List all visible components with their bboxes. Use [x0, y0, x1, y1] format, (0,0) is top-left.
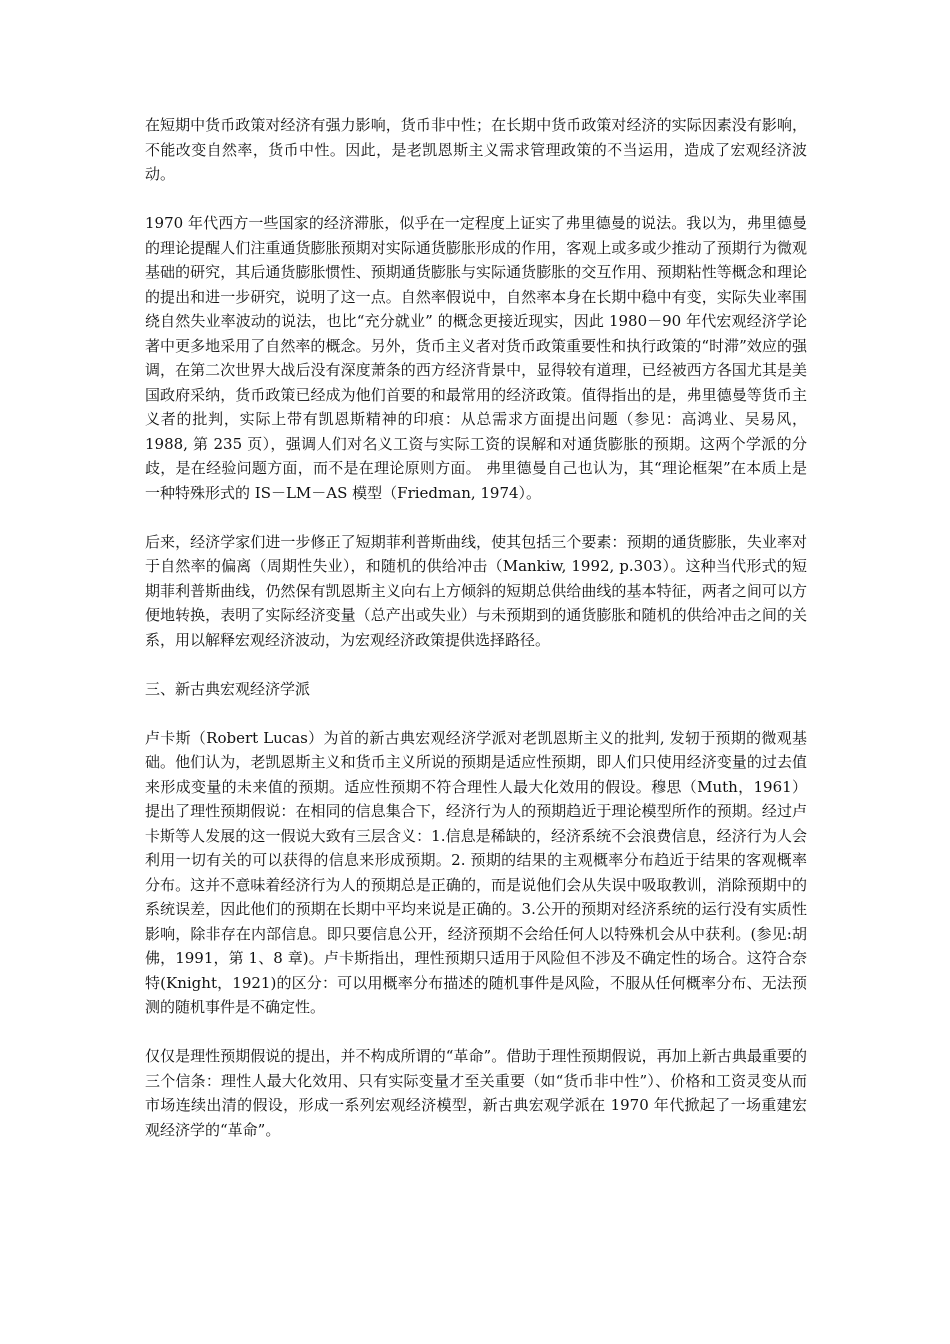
paragraph-money-neutrality: 在短期中货币政策对经济有强力影响，货币非中性；在长期中货币政策对经济的实际因素没有影响，不能改变自然率，货币中性。因此，是老凯恩斯主义需求管理政策的不当运用，造成了宏观经济波动。: [145, 116, 807, 183]
paragraph-phillips-curve: 后来，经济学家们进一步修正了短期菲利普斯曲线，使其包括三个要素：预期的通货膨胀，失业率对于自然率的偏离（周期性失业），和随机的供给冲击（Mankiw, 1992, p.303）。这种当代形式的短期菲利普斯曲线，仍然保有凯恩斯主义向右上方倾斜的短期总供给曲线的基本特征，两者之间可以方便地转换，表明了实际经济变量（总产出或失业）与未预期到的通货膨胀和随机的供给冲击之间的关系，用以解释宏观经济波动，为宏观经济政策提供选择路径。: [145, 532, 807, 649]
document-page: [145, 113, 807, 1167]
section-heading: 三、新古典宏观经济学派: [145, 679, 311, 698]
paragraph-stagflation-friedman: 1970 年代西方一些国家的经济滞胀，似乎在一定程度上证实了弗里德曼的说法。我以为，弗里德曼的理论提醒人们注重通货膨胀预期对实际通货膨胀形成的作用，客观上或多或少推动了预期行为微观基础的研究，其后通货膨胀惯性、预期通货膨胀与实际通货膨胀的交互作用、预期粘性等概念和理论的提出和进一步研究，说明了这一点。自然率假说中，自然率本身在长期中稳中有变，实际失业率围绕自然失业率波动的说法，也比“充分就业” 的概念更接近现实，因此 1980－90 年代宏观经济学论著中更多地采用了自然率的概念。另外，货币主义者对货币政策重要性和执行政策的“时滞”效应的强调，在第二次世界大战后没有深度萧条的西方经济背景中，显得较有道理，已经被西方各国尤其是美国政府采纳，货币政策已经成为他们首要的和最常用的经济政策。值得指出的是，弗里德曼等货币主义者的批判，实际上带有凯恩斯精神的印痕：从总需求方面提出问题（参见：高鸿业、吴易风，1988, 第 235 页），强调人们对名义工资与实际工资的误解和对通货膨胀的预期。这两个学派的分歧，是在经验问题方面，而不是在理论原则方面。 弗里德曼自己也认为，其“理论框架”在本质上是一种特殊形式的 IS－LM－AS 模型（Friedman, 1974）。: [145, 214, 807, 502]
paragraph-rational-expectations: 卢卡斯（Robert Lucas）为首的新古典宏观经济学派对老凯恩斯主义的批判, 发轫于预期的微观基础。他们认为，老凯恩斯主义和货币主义所说的预期是适应性预期，即人们只使用经济变量的过去值来形成变量的未来值的预期。适应性预期不符合理性人最大化效用的假设。穆思（Muth，1961）提出了理性预期假说：在相同的信息集合下，经济行为人的预期趋近于理论模型所作的预期。经过卢卡斯等人发展的这一假说大致有三层含义：1.信息是稀缺的，经济系统不会浪费信息，经济行为人会利用一切有关的可以获得的信息来形成预期。2. 预期的结果的主观概率分布趋近于结果的客观概率分布。这并不意味着经济行为人的预期总是正确的，而是说他们会从失误中吸取教训，消除预期中的系统误差，因此他们的预期在长期中平均来说是正确的。3.公开的预期对经济系统的运行没有实质性影响，除非存在内部信息。即只要信息公开，经济预期不会给任何人以特殊机会从中获利。(参见:胡佛，1991，第 1、8 章)。卢卡斯指出，理性预期只适用于风险但不涉及不确定性的场合。这符合奈特(Knight，1921)的区分：可以用概率分布描述的随机事件是风险，不服从任何概率分布、无法预测的随机事件是不确定性。: [145, 728, 807, 1016]
paragraph-new-classical-revolution: 仅仅是理性预期假说的提出，并不构成所谓的“革命”。借助于理性预期假说，再加上新古典最重要的三个信条：理性人最大化效用、只有实际变量才至关重要（如“货币非中性”）、价格和工资灵变从而市场连续出清的假设，形成一系列宏观经济模型，新古典宏观学派在 1970 年代掀起了一场重建宏观经济学的“革命”。: [145, 1047, 807, 1139]
